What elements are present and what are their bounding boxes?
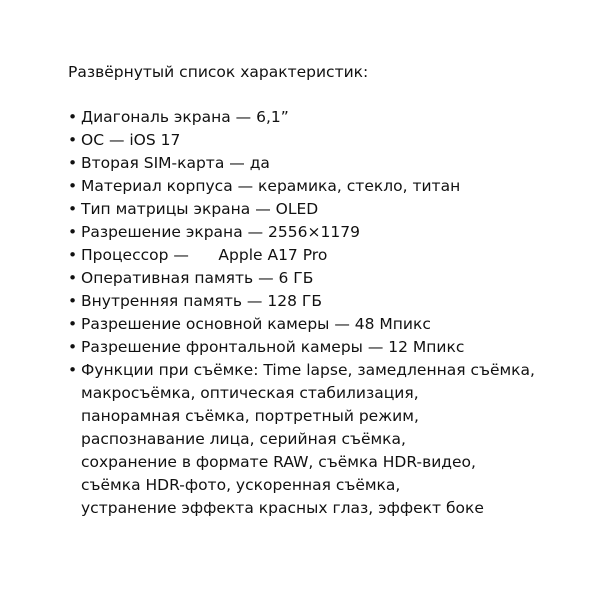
bullet-icon: • bbox=[68, 269, 78, 287]
camera-functions-line: панорамная съёмка, портретный режим, bbox=[81, 407, 419, 425]
bullet-icon: • bbox=[68, 246, 78, 264]
spec-screen-resolution bbox=[68, 221, 588, 244]
camera-functions-line: съёмка HDR-фото, ускоренная съёмка, bbox=[81, 476, 401, 494]
camera-functions-line: Функции при съёмке: Time lapse, замедленная съёмка, bbox=[81, 361, 535, 379]
spec-ram bbox=[68, 267, 588, 290]
spec-text: Вторая SIM-карта — да bbox=[81, 154, 270, 172]
bullet-icon: • bbox=[68, 361, 78, 379]
bullet-icon: • bbox=[68, 315, 78, 333]
spec-text: Оперативная память — 6 ГБ bbox=[81, 269, 314, 287]
spec-camera-functions bbox=[68, 359, 588, 520]
spec-front-camera bbox=[68, 336, 588, 359]
spec-text: Материал корпуса — керамика, стекло, титан bbox=[81, 177, 461, 195]
bullet-icon: • bbox=[68, 200, 78, 218]
spec-body-material bbox=[68, 175, 588, 198]
spec-text: Разрешение фронтальной камеры — 12 Мпикс bbox=[81, 338, 465, 356]
camera-functions-line: устранение эффекта красных глаз, эффект боке bbox=[81, 499, 484, 517]
spec-text: Процессор — Apple A17 Pro bbox=[81, 246, 328, 264]
camera-functions-line: распознавание лица, серийная съёмка, bbox=[81, 430, 406, 448]
spec-text: Разрешение экрана — 2556×1179 bbox=[81, 223, 360, 241]
camera-functions-line: макросъёмка, оптическая стабилизация, bbox=[81, 384, 419, 402]
bullet-icon: • bbox=[68, 108, 78, 126]
spec-list bbox=[68, 106, 588, 520]
spec-os bbox=[68, 129, 588, 152]
bullet-icon: • bbox=[68, 338, 78, 356]
spec-text: ОС — iOS 17 bbox=[81, 131, 181, 149]
bullet-icon: • bbox=[68, 292, 78, 310]
spec-storage bbox=[68, 290, 588, 313]
camera-functions-line: сохранение в формате RAW, съёмка HDR-видео, bbox=[81, 453, 476, 471]
bullet-icon: • bbox=[68, 177, 78, 195]
spec-text: Внутренняя память — 128 ГБ bbox=[81, 292, 322, 310]
bullet-icon: • bbox=[68, 131, 78, 149]
spec-diagonal bbox=[68, 106, 588, 129]
spec-text: Диагональ экрана — 6,1” bbox=[81, 108, 289, 126]
spec-second-sim bbox=[68, 152, 588, 175]
spec-text: Разрешение основной камеры — 48 Мпикс bbox=[81, 315, 431, 333]
bullet-icon: • bbox=[68, 154, 78, 172]
spec-text: Тип матрицы экрана — OLED bbox=[81, 200, 319, 218]
bullet-icon: • bbox=[68, 223, 78, 241]
spec-matrix-type bbox=[68, 198, 588, 221]
list-heading: Развёрнутый список характеристик: bbox=[68, 63, 369, 81]
spec-main-camera bbox=[68, 313, 588, 336]
spec-processor bbox=[68, 244, 588, 267]
